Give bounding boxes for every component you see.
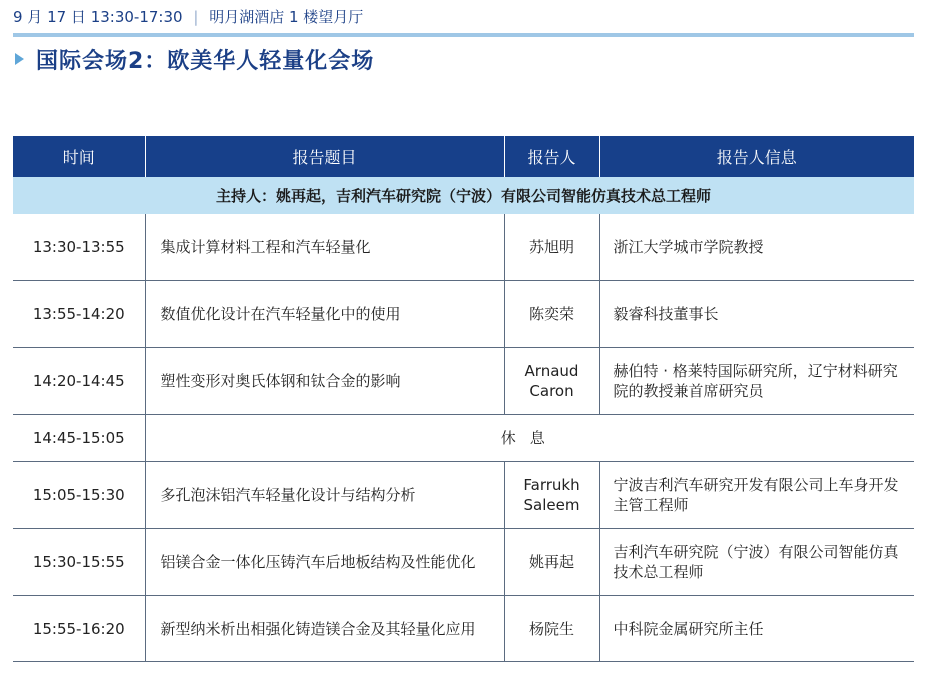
- host-row: [13, 177, 914, 214]
- row-speaker-info: 吉利汽车研究院（宁波）有限公司智能仿真技术总工程师: [599, 529, 914, 596]
- col-header-topic: 报告题目: [145, 136, 504, 177]
- row-topic: 多孔泡沫铝汽车轻量化设计与结构分析: [145, 462, 504, 529]
- break-label: 休息: [145, 415, 914, 462]
- session-datetime: 9 月 17 日 13:30-17:30: [13, 8, 183, 26]
- col-header-time: 时间: [13, 136, 145, 177]
- row-speaker: Farrukh Saleem: [504, 462, 599, 529]
- schedule-table: [13, 136, 914, 662]
- host-text: 主持人：姚再起，吉利汽车研究院（宁波）有限公司智能仿真技术总工程师: [13, 177, 914, 214]
- session-title: 国际会场2：欧美华人轻量化会场: [36, 48, 375, 74]
- row-speaker: 杨院生: [504, 596, 599, 662]
- row-time: 14:20-14:45: [13, 348, 145, 415]
- table-row: [13, 462, 914, 529]
- row-speaker-info: 浙江大学城市学院教授: [599, 214, 914, 281]
- table-row: [13, 596, 914, 662]
- header-rule: [13, 33, 914, 37]
- session-heading: [15, 44, 374, 74]
- table-row: [13, 214, 914, 281]
- row-time: 15:30-15:55: [13, 529, 145, 596]
- row-speaker-info: 赫伯特 · 格莱特国际研究所，辽宁材料研究院的教授兼首席研究员: [599, 348, 914, 415]
- table-row: [13, 281, 914, 348]
- meta-separator: |: [193, 8, 199, 26]
- row-time: 14:45-15:05: [13, 415, 145, 462]
- table-row: [13, 529, 914, 596]
- session-venue: 明月湖酒店 1 楼望月厅: [209, 8, 364, 26]
- row-time: 15:55-16:20: [13, 596, 145, 662]
- col-header-speaker: 报告人: [504, 136, 599, 177]
- row-speaker-info: 宁波吉利汽车研究开发有限公司上车身开发主管工程师: [599, 462, 914, 529]
- triangle-marker-icon: [15, 53, 24, 65]
- break-row: [13, 415, 914, 462]
- row-topic: 铝镁合金一体化压铸汽车后地板结构及性能优化: [145, 529, 504, 596]
- row-speaker: Arnaud Caron: [504, 348, 599, 415]
- row-time: 13:55-14:20: [13, 281, 145, 348]
- row-speaker: 苏旭明: [504, 214, 599, 281]
- session-meta: [13, 6, 363, 27]
- row-speaker-info: 毅睿科技董事长: [599, 281, 914, 348]
- row-speaker: 姚再起: [504, 529, 599, 596]
- row-topic: 新型纳米析出相强化铸造镁合金及其轻量化应用: [145, 596, 504, 662]
- row-time: 13:30-13:55: [13, 214, 145, 281]
- row-speaker-info: 中科院金属研究所主任: [599, 596, 914, 662]
- row-topic: 数值优化设计在汽车轻量化中的使用: [145, 281, 504, 348]
- row-topic: 塑性变形对奥氏体钢和钛合金的影响: [145, 348, 504, 415]
- row-time: 15:05-15:30: [13, 462, 145, 529]
- col-header-info: 报告人信息: [599, 136, 914, 177]
- table-header-row: [13, 136, 914, 177]
- row-speaker: 陈奕荣: [504, 281, 599, 348]
- row-topic: 集成计算材料工程和汽车轻量化: [145, 214, 504, 281]
- table-row: [13, 348, 914, 415]
